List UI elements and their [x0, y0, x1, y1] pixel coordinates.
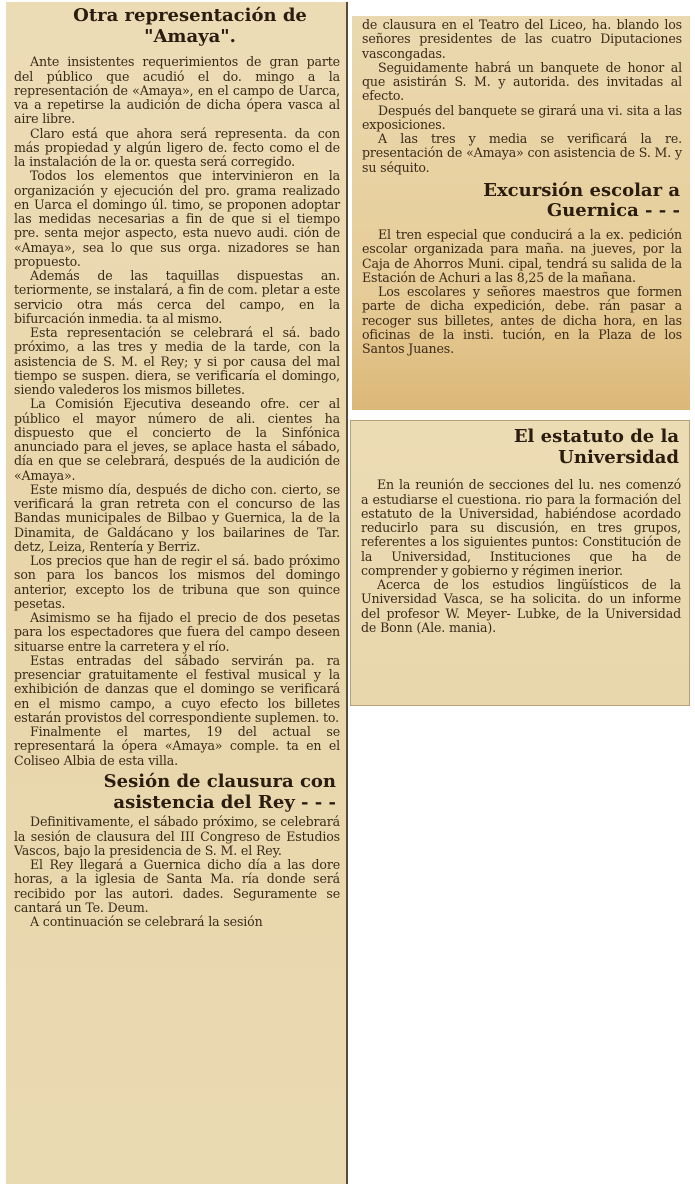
column-rule [346, 2, 348, 1184]
left-clipping [6, 2, 348, 1184]
right-mid-clipping [350, 420, 690, 706]
paragraph: Asimismo se ha fijado el precio de dos pesetas para los espectadores que fuera del campo deseen situarse entre la carretera y el río. [14, 610, 340, 654]
paragraph: Ante insistentes requerimientos de gran parte del público que acudió el do. mingo a la representación de «Amaya», en el campo de Uarca, va a repetirse la audición de dicha ópera vasca al aire libre. [14, 54, 340, 127]
article-body-clausura [14, 815, 340, 929]
paragraph: de clausura en el Teatro del Liceo, ha. blando los señores presidentes de las cuatro Diputaciones vascongadas. [362, 17, 682, 61]
article-title-amaya: Otra representación de "Amaya". [73, 5, 307, 47]
paragraph: El tren especial que conducirá a la ex. pedición escolar organizada para maña. na jueves, por la Caja de Ahorros Muni. cipal, tendrá su salida de la Estación de Achuri a las 8,25 de la mañana. [362, 227, 682, 285]
article-title-clausura: Sesión de clausura con asistencia del Rey - - - [103, 770, 336, 813]
right-top-clipping [352, 16, 690, 410]
paragraph: Además de las taquillas dispuestas an. teriormente, se instalará, a fin de com. pletar a este servicio otra más cerca del campo, en la bifurcación inmedia. ta al mismo. [14, 268, 340, 326]
article-body-estatuto [361, 478, 681, 635]
paragraph: Definitivamente, el sábado próximo, se celebrará la sesión de clausura del III Congreso de Estudios Vascos, bajo la presidencia de S. M. el Rey. [14, 814, 340, 858]
article-title-estatuto: El estatuto de la Universidad [513, 426, 679, 468]
article-title-excursion: Excursión escolar a Guernica - - - [483, 179, 680, 222]
article-body-excursion [362, 228, 682, 356]
paragraph: Los escolares y señores maestros que formen parte de dicha expedición, debe. rán pasar a recoger sus billetes, antes de dicha hora, en las oficinas de la insti. tución, en la Plaza de los Santos Juanes. [362, 284, 682, 357]
paragraph: Finalmente el martes, 19 del actual se representará la ópera «Amaya» comple. ta en el Coliseo Albia de esta villa. [14, 724, 340, 768]
paragraph: Estas entradas del sábado servirán pa. ra presenciar gratuitamente el festival musical y la exhibición de danzas que el domingo se verificará en el mismo campo, a cuyo efecto los billetes estarán provistos del correspondiente suplemen. to. [14, 652, 340, 725]
paragraph: La Comisión Ejecutiva deseando ofre. cer al público el mayor número de ali. cientes ha dispuesto que el concierto de la Sinfónica anunciado para el jeves, se aplace hasta el sábado, día en que se celebrará, después de la audición de «Amaya». [14, 396, 340, 483]
paragraph: Todos los elementos que intervinieron en la organización y ejecución del pro. grama realizado en Uarca el domingo úl. timo, se proponen adoptar las medidas necesarias a fin de que si el tiempo pre. senta mejor aspecto, esta nuevo audi. ción de «Amaya», sea lo que sus orga. nizadores se han propuesto. [14, 168, 340, 269]
paragraph: Este mismo día, después de dicho con. cierto, se verificará la gran retreta con el concurso de las Bandas municipales de Bilbao y Guernica, la de la Dinamita, de Galdácano y los bailarines de Tar. detz, Leiza, Rentería y Berriz. [14, 481, 340, 554]
paragraph: A las tres y media se verificará la re. presentación de «Amaya» con asistencia de S. M. y su séquito. [362, 131, 682, 175]
paragraph: Acerca de los estudios lingüísticos de la Universidad Vasca, se ha solicita. do un informe del profesor W. Meyer- Lubke, de la Universidad de Bonn (Ale. mania). [361, 577, 681, 635]
paragraph: A continuación se celebrará la sesión [30, 914, 263, 929]
paragraph: Después del banquete se girará una vi. sita a las exposiciones. [362, 102, 682, 132]
paragraph: Seguidamente habrá un banquete de honor al que asistirán S. M. y autorida. des invitadas al efecto. [362, 59, 682, 104]
article-body-clausura-continued [362, 18, 682, 175]
paragraph: Esta representación se celebrará el sá. bado próximo, a las tres y media de la tarde, con la asistencia de S. M. el Rey; y si por causa del mal tiempo se suspen. diera, se verificaría el domingo, siendo valederos los mismos billetes. [14, 325, 340, 398]
article-body-amaya [14, 55, 340, 768]
paragraph: En la reunión de secciones del lu. nes comenzó a estudiarse el cuestiona. rio para la formación del estatuto de la Universidad, habiéndose acordado reducirlo para su discusión, en tres grupos, referentes a los siguientes puntos: Constitución de la Universidad, Instituciones que ha de comprender y gobierno y régimen inerior. [361, 477, 681, 578]
paragraph: El Rey llegará a Guernica dicho día a las dore horas, a la iglesia de Santa Ma. ría donde será recibido por las autori. dades. Seguramente se cantará un Te. Deum. [14, 857, 340, 915]
paragraph: Claro está que ahora será representa. da con más propiedad y algún ligero de. fecto como el de la instalación de la or. questa será corregido. [14, 125, 340, 170]
paragraph: Los precios que han de regir el sá. bado próximo son para los bancos los mismos del domingo anterior, excepto los de tribuna que son quince pesetas. [14, 553, 340, 611]
